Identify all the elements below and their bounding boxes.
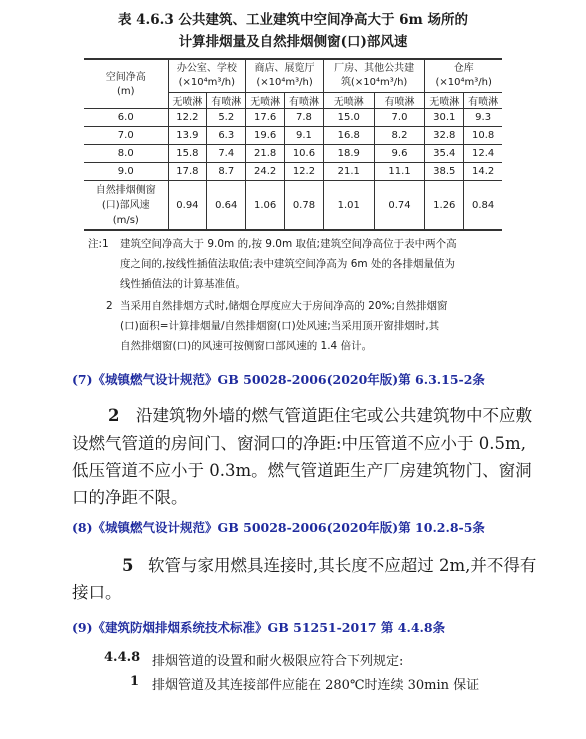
table-title-line2: 计算排烟量及自然排烟侧窗(口)部风速 <box>178 34 408 50</box>
paragraph-number: 2 <box>108 406 120 425</box>
reference-9: (9)《建筑防烟排烟系统技术标准》GB 51251-2017 第 4.4.8条 <box>72 620 446 635</box>
value-cell: 8.7 <box>207 163 246 181</box>
value-cell: 12.2 <box>285 163 324 181</box>
sub-header: 有喷淋 <box>285 93 324 109</box>
value-cell: 17.6 <box>246 109 285 127</box>
sub-header: 有喷淋 <box>464 93 502 109</box>
value-cell: 17.8 <box>168 163 207 181</box>
value-cell: 38.5 <box>425 163 464 181</box>
note-2-line: 当采用自然排烟方式时,储烟仓厚度应大于房间净高的 20%;自然排烟窗 <box>120 300 448 312</box>
note-1-line: 度之间的,按线性插值法取值;表中建筑空间净高为 6m 处的各排烟量值为 <box>120 258 455 270</box>
sub-header: 有喷淋 <box>374 93 425 109</box>
value-cell: 32.8 <box>425 127 464 145</box>
height-cell: 8.0 <box>84 145 168 163</box>
reference-8: (8)《城镇燃气设计规范》GB 50028-2006(2020年版)第 10.2.8-5条 <box>72 520 485 535</box>
height-cell: 6.0 <box>84 109 168 127</box>
note-2-line: 自然排烟窗(口)的风速可按侧窗口部风速的 1.4 倍计。 <box>120 340 373 352</box>
value-cell: 7.0 <box>374 109 425 127</box>
paragraph-line: 口的净距不限。 <box>72 488 188 507</box>
value-cell: 15.0 <box>323 109 374 127</box>
value-cell: 6.3 <box>207 127 246 145</box>
value-cell: 0.94 <box>168 181 207 231</box>
value-cell: 21.8 <box>246 145 285 163</box>
value-cell: 8.2 <box>374 127 425 145</box>
value-cell: 0.64 <box>207 181 246 231</box>
group-header: 商店、展览厅 (×10⁴m³/h) <box>246 59 324 93</box>
item-text: 排烟管道及其连接部件应能在 280℃时连续 30min 保证 <box>152 678 480 693</box>
note-2-label: 2 <box>106 300 113 312</box>
value-cell: 0.74 <box>374 181 425 231</box>
value-cell: 1.06 <box>246 181 285 231</box>
sub-header: 无喷淋 <box>168 93 207 109</box>
sub-header: 无喷淋 <box>425 93 464 109</box>
paragraph-line: 沿建筑物外墙的燃气管道距住宅或公共建筑物中不应敷 <box>136 406 532 425</box>
note-1-label: 注:1 <box>88 238 109 250</box>
table-row <box>84 181 502 231</box>
sub-header: 无喷淋 <box>323 93 374 109</box>
value-cell: 21.1 <box>323 163 374 181</box>
smoke-exhaust-table <box>84 58 502 231</box>
paragraph-number: 5 <box>122 556 134 575</box>
value-cell: 19.6 <box>246 127 285 145</box>
value-cell: 15.8 <box>168 145 207 163</box>
paragraph-line: 接口。 <box>72 583 122 602</box>
table-row <box>84 163 502 181</box>
value-cell: 7.8 <box>285 109 324 127</box>
value-cell: 35.4 <box>425 145 464 163</box>
value-cell: 16.8 <box>323 127 374 145</box>
group-header: 仓库 (×10⁴m³/h) <box>425 59 502 93</box>
value-cell: 30.1 <box>425 109 464 127</box>
value-cell: 18.9 <box>323 145 374 163</box>
note-2-line: (口)面积=计算排烟量/自然排烟窗(口)处风速;当采用顶开窗排烟时,其 <box>120 320 440 332</box>
table-row <box>84 127 502 145</box>
value-cell: 12.4 <box>464 145 502 163</box>
section-number: 4.4.8 <box>104 650 141 665</box>
value-cell: 10.6 <box>285 145 324 163</box>
wind-speed-label: 自然排烟侧窗 (口)部风速 (m/s) <box>84 181 168 231</box>
group-header: 办公室、学校 (×10⁴m³/h) <box>168 59 246 93</box>
value-cell: 9.3 <box>464 109 502 127</box>
height-cell: 7.0 <box>84 127 168 145</box>
col-height-header: 空间净高 (m) <box>84 59 168 109</box>
value-cell: 9.1 <box>285 127 324 145</box>
value-cell: 1.26 <box>425 181 464 231</box>
paragraph-line: 设燃气管道的房间门、窗洞口的净距:中压管道不应小于 0.5m, <box>72 434 526 453</box>
value-cell: 5.2 <box>207 109 246 127</box>
value-cell: 11.1 <box>374 163 425 181</box>
value-cell: 12.2 <box>168 109 207 127</box>
item-number: 1 <box>130 674 140 689</box>
table-row <box>84 145 502 163</box>
value-cell: 0.78 <box>285 181 324 231</box>
sub-header: 有喷淋 <box>207 93 246 109</box>
reference-7: (7)《城镇燃气设计规范》GB 50028-2006(2020年版)第 6.3.15-2条 <box>72 372 485 387</box>
value-cell: 1.01 <box>323 181 374 231</box>
table-title-line1: 表 4.6.3 公共建筑、工业建筑中空间净高大于 6m 场所的 <box>117 12 469 28</box>
value-cell: 10.8 <box>464 127 502 145</box>
height-cell: 9.0 <box>84 163 168 181</box>
note-1-line: 线性插值法的计算基准值。 <box>120 278 246 290</box>
sub-header: 无喷淋 <box>246 93 285 109</box>
table-row <box>84 109 502 127</box>
value-cell: 14.2 <box>464 163 502 181</box>
section-text: 排烟管道的设置和耐火极限应符合下列规定: <box>152 654 404 669</box>
note-1-line: 建筑空间净高大于 9.0m 的,按 9.0m 取值;建筑空间净高位于表中两个高 <box>120 238 457 250</box>
paragraph-line: 软管与家用燃具连接时,其长度不应超过 2m,并不得有 <box>148 556 537 575</box>
value-cell: 13.9 <box>168 127 207 145</box>
value-cell: 9.6 <box>374 145 425 163</box>
group-header: 厂房、其他公共建 筑(×10⁴m³/h) <box>323 59 425 93</box>
value-cell: 0.84 <box>464 181 502 231</box>
value-cell: 7.4 <box>207 145 246 163</box>
value-cell: 24.2 <box>246 163 285 181</box>
paragraph-line: 低压管道不应小于 0.3m。燃气管道距生产厂房建筑物门、窗洞 <box>72 461 532 480</box>
